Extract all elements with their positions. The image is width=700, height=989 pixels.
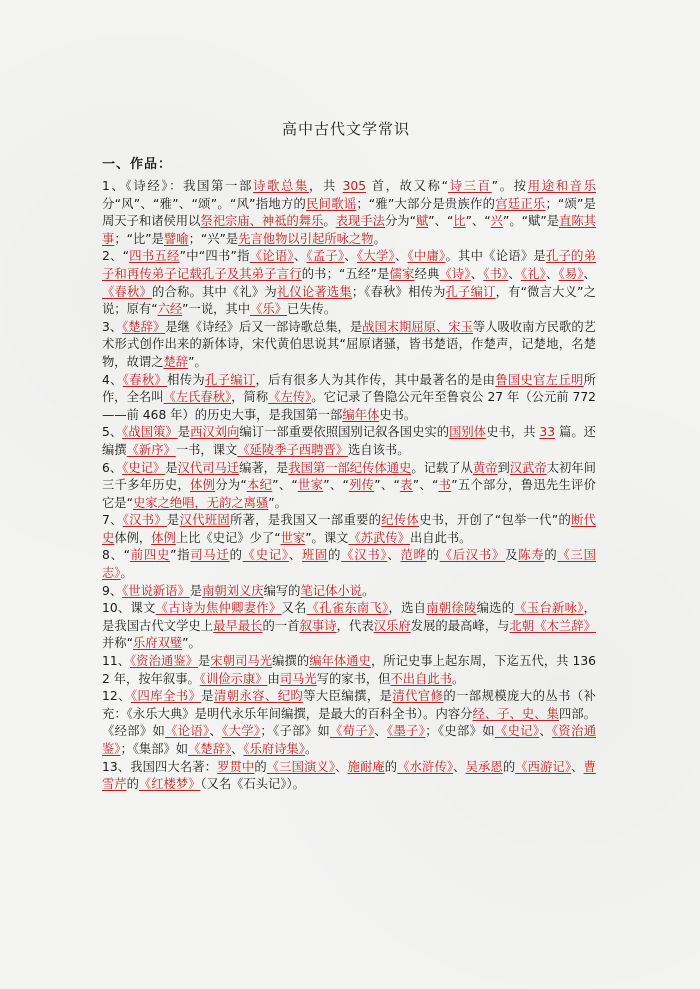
highlighted-text: 六经 bbox=[157, 302, 183, 317]
body-text: 12、 bbox=[102, 689, 131, 704]
highlighted-text: 用途和音乐 bbox=[527, 179, 596, 193]
highlighted-text: 《史记》 bbox=[242, 548, 289, 563]
body-text: 7、 bbox=[102, 513, 123, 528]
body-text: ；《春秋》相传为 bbox=[351, 284, 446, 299]
body-text: 。记载了从 bbox=[411, 460, 473, 475]
highlighted-text: 南朝徐陵 bbox=[426, 601, 477, 616]
highlighted-text: 战国末期屈原、宋玉 bbox=[362, 319, 473, 334]
body-text: 的 bbox=[254, 759, 267, 774]
body-text: ；“雅”大部分是贵族作的 bbox=[356, 196, 496, 211]
body-text: 的合称。其中《礼》为 bbox=[151, 284, 277, 299]
highlighted-text: 国别体 bbox=[449, 425, 487, 440]
body-text: 、 bbox=[571, 759, 584, 774]
body-text: 经典 bbox=[414, 266, 440, 281]
body-text: 是 bbox=[177, 425, 191, 440]
highlighted-text: 《四库全书》 bbox=[130, 689, 202, 704]
list-item bbox=[96, 424, 596, 459]
body-text: 的 bbox=[328, 548, 342, 563]
highlighted-text: 《乐府诗集》 bbox=[243, 742, 305, 756]
highlighted-text: 《延陵季子西聘晋》 bbox=[237, 442, 348, 457]
highlighted-text: 司马迁 bbox=[190, 548, 230, 563]
highlighted-text: 列传 bbox=[348, 478, 375, 493]
body-text: 篇。还编撰 bbox=[102, 425, 596, 457]
highlighted-text: 礼仪论著选集 bbox=[276, 284, 352, 299]
highlighted-text: 汉武帝 bbox=[509, 460, 547, 475]
highlighted-text: 直陈其事 bbox=[102, 214, 596, 246]
highlighted-text: 编年体通史 bbox=[309, 654, 371, 669]
highlighted-text: 四书五经 bbox=[129, 249, 180, 264]
body-text: 8、“ bbox=[102, 548, 131, 563]
body-text: 1、《诗经》：我国第一部 bbox=[102, 179, 254, 193]
highlighted-text: 体例 bbox=[190, 478, 216, 493]
highlighted-text: 表 bbox=[399, 478, 413, 493]
highlighted-text: 《水浒传》 bbox=[397, 759, 454, 774]
highlighted-text: 司马光 bbox=[279, 671, 317, 686]
highlighted-text: 楚辞 bbox=[163, 354, 189, 369]
body-text: 上比《史记》少了“ bbox=[175, 530, 281, 545]
body-text: 分为“ bbox=[215, 478, 247, 493]
body-text: 编写的 bbox=[263, 583, 301, 598]
highlighted-text: 编年体 bbox=[342, 407, 380, 422]
body-text: 的 bbox=[229, 548, 243, 563]
body-text: 、 bbox=[394, 249, 408, 264]
highlighted-text: 《古诗为焦仲卿妻作》 bbox=[155, 601, 282, 616]
highlighted-text: 叙事诗 bbox=[299, 618, 337, 633]
body-text: ，共 bbox=[309, 179, 343, 193]
body-text: 分为“ bbox=[384, 214, 416, 229]
highlighted-text: 《后汉书》 bbox=[439, 548, 506, 563]
body-text: 。 bbox=[361, 583, 375, 598]
body-text: 、 bbox=[546, 266, 559, 281]
highlighted-text: 世家 bbox=[297, 478, 324, 493]
highlighted-text: 《史记》 bbox=[494, 724, 540, 739]
page-title: 高中古代文学常识 bbox=[281, 120, 410, 138]
body-text: 一书，课文 bbox=[175, 442, 238, 457]
body-text: 。 bbox=[451, 671, 465, 686]
highlighted-text: 《孔雀东南飞》 bbox=[306, 601, 389, 616]
body-text: 、 bbox=[209, 724, 223, 739]
body-text: 的 bbox=[502, 759, 516, 774]
highlighted-text: 《战国策》 bbox=[122, 425, 178, 440]
highlighted-text: 民间歌谣 bbox=[306, 196, 357, 211]
highlighted-text: 《礼》 bbox=[520, 266, 547, 281]
highlighted-text: 《论语》 bbox=[249, 249, 294, 264]
body-text: ”中“四书”指 bbox=[179, 249, 250, 264]
body-text: 又名 bbox=[281, 601, 307, 616]
body-text: ，选自 bbox=[388, 601, 427, 616]
highlighted-text: 《新序》 bbox=[126, 442, 176, 457]
body-text: 并称“ bbox=[102, 636, 133, 651]
body-text: 相传为 bbox=[167, 372, 205, 387]
highlighted-text: 孔子的弟子和再传弟子记载孔子及其弟子言行 bbox=[102, 249, 596, 281]
body-text: ”、“ bbox=[272, 478, 298, 493]
document-page bbox=[96, 118, 596, 794]
highlighted-text: 罗贯中 bbox=[217, 759, 255, 774]
body-text: 分“风”、“雅”、“颂”。“风”指地方的 bbox=[102, 196, 307, 211]
highlighted-text: 儒家 bbox=[389, 266, 415, 281]
body-text: ”。 bbox=[188, 354, 207, 369]
body-text: 是 bbox=[189, 583, 203, 598]
highlighted-text: 《楚辞》 bbox=[122, 319, 166, 334]
body-text: 2、“ bbox=[102, 249, 130, 264]
list-item bbox=[96, 583, 596, 601]
highlighted-text: 吴承恩 bbox=[465, 759, 503, 774]
body-text: 。它记录了鲁隐公元年至鲁哀公 27 年（公元前 772——前 468 年）的历史大事，是我国第一部 bbox=[102, 390, 596, 422]
highlighted-text: 兴 bbox=[490, 214, 503, 229]
body-text: 、 bbox=[539, 724, 552, 739]
body-text: ，所记史事上起东周，下迄五代，共 1362 年，按年叙事。 bbox=[102, 654, 596, 686]
highlighted-text: 鲁国史官左丘明 bbox=[495, 372, 584, 387]
body-text: 、 bbox=[583, 266, 596, 281]
highlighted-text: 譬喻 bbox=[163, 231, 189, 246]
highlighted-text: 《诗》 bbox=[439, 266, 471, 281]
body-text: 、 bbox=[231, 742, 244, 756]
highlighted-text: 《苏武传》 bbox=[348, 530, 410, 545]
highlighted-text: 不出自此书 bbox=[390, 671, 452, 686]
highlighted-text: 《史记》 bbox=[122, 460, 166, 475]
highlighted-text: 曹雪芹 bbox=[102, 759, 596, 792]
list-item bbox=[96, 512, 596, 547]
body-text: 发展的最高峰，与 bbox=[410, 618, 510, 633]
body-text: 10、课文 bbox=[102, 601, 156, 616]
body-text: 、 bbox=[293, 249, 307, 264]
highlighted-text: 《世说新语》 bbox=[122, 583, 190, 598]
body-text: ”、“ bbox=[465, 214, 491, 229]
body-text: ，简称 bbox=[231, 390, 269, 405]
body-text: ；《子部》如 bbox=[260, 724, 331, 739]
body-text: ”。 bbox=[268, 495, 287, 510]
item-list bbox=[96, 178, 596, 794]
body-text: 编著，是 bbox=[239, 460, 289, 475]
highlighted-text: 本纪 bbox=[246, 478, 273, 493]
highlighted-text: 笔记体小说 bbox=[300, 583, 362, 598]
highlighted-text: 汉代班固 bbox=[179, 513, 231, 528]
body-text: 的 bbox=[544, 548, 558, 563]
highlighted-text: 《汉书》 bbox=[341, 548, 388, 563]
body-text: 的一首 bbox=[262, 618, 300, 633]
body-text: 史书。 bbox=[379, 407, 417, 422]
highlighted-text: 《书》 bbox=[483, 266, 509, 281]
highlighted-text: 《大学》 bbox=[356, 249, 395, 264]
body-text: 是 bbox=[165, 460, 178, 475]
highlighted-text: 《玉台新咏》 bbox=[514, 601, 584, 616]
body-text: 、 bbox=[344, 249, 357, 264]
body-text: 、 bbox=[374, 724, 388, 739]
highlighted-text: 《荀子》 bbox=[330, 724, 375, 739]
body-text: 首，故又称“ bbox=[366, 179, 449, 193]
body-text: 、 bbox=[470, 266, 484, 281]
body-text: 等人吸收南方民歌的艺术形式创作出来的新体诗，宋代黄伯思说其“屈原诸骚，皆书楚语，作楚声，记楚地，名楚物，故谓之 bbox=[102, 319, 596, 369]
highlighted-text: 陈寿 bbox=[518, 548, 545, 563]
body-text: （又名《石头记》）。 bbox=[200, 777, 305, 792]
body-text: 写的家书，但 bbox=[316, 671, 391, 686]
highlighted-text: 宫廷正乐 bbox=[495, 196, 546, 211]
body-text: 体例， bbox=[114, 530, 152, 545]
body-text: 选自该书。 bbox=[348, 442, 410, 457]
highlighted-text: 世家 bbox=[280, 530, 306, 545]
body-text: 四部。《经部》如 bbox=[102, 706, 596, 739]
body-text: 5、 bbox=[102, 425, 123, 440]
highlighted-text: 《左传》 bbox=[268, 390, 312, 405]
body-text: 。 bbox=[373, 231, 386, 246]
highlighted-text: 《三国演义》 bbox=[266, 759, 336, 774]
body-text: 3、 bbox=[102, 319, 123, 334]
highlighted-text: 比 bbox=[453, 214, 466, 229]
body-text: 太初年间三千多年历史， bbox=[102, 460, 596, 493]
highlighted-text: 《孟子》 bbox=[306, 249, 345, 264]
body-text: 、 bbox=[335, 759, 348, 774]
highlighted-text: 经、子、史、集 bbox=[472, 706, 559, 721]
body-text: 所作，全名叫 bbox=[102, 372, 596, 405]
body-text: 。 bbox=[323, 214, 336, 229]
body-text: ；“兴”是 bbox=[188, 231, 239, 246]
body-text: 、 bbox=[387, 548, 401, 563]
body-text: 。 bbox=[120, 566, 133, 581]
body-text: ”、“ bbox=[412, 478, 439, 493]
body-text: ”、“ bbox=[323, 478, 349, 493]
body-text: 编选的 bbox=[476, 601, 515, 616]
highlighted-text: 断代史 bbox=[102, 513, 596, 545]
highlighted-text: 《木兰辞》 bbox=[534, 618, 596, 633]
body-text: 及 bbox=[505, 548, 519, 563]
body-text: ；“颂”是周天子和诸侯用以 bbox=[102, 196, 596, 229]
body-text: ，代表 bbox=[336, 618, 374, 633]
list-item bbox=[96, 759, 596, 794]
body-text: 由 bbox=[267, 671, 280, 686]
body-text: 、 bbox=[288, 548, 302, 563]
highlighted-text: 《楚辞》 bbox=[188, 742, 232, 756]
body-text: 4、 bbox=[102, 372, 123, 387]
body-text: ”。课文 bbox=[305, 530, 349, 545]
highlighted-text: 诗三百 bbox=[448, 179, 492, 193]
body-text: 是 bbox=[198, 654, 211, 669]
body-text: ，后有很多人为其作传，其中最著名的是由 bbox=[255, 372, 496, 387]
highlighted-text: 《大学》 bbox=[222, 724, 261, 739]
body-text: 是继《诗经》后又一部诗歌总集，是 bbox=[165, 319, 363, 334]
body-text: 是 bbox=[167, 513, 180, 528]
list-item bbox=[96, 653, 596, 688]
body-text: ”、“ bbox=[428, 214, 454, 229]
body-text: 编撰的 bbox=[272, 654, 310, 669]
body-text: ”指 bbox=[170, 548, 191, 563]
highlighted-text: 乐府双璧 bbox=[132, 636, 183, 651]
list-item bbox=[96, 688, 596, 758]
highlighted-text: 汉代司马迁 bbox=[177, 460, 240, 475]
body-text: ；“比”是 bbox=[114, 231, 164, 246]
highlighted-text: 《资治通鉴》 bbox=[130, 654, 199, 669]
body-text: 9、 bbox=[102, 583, 123, 598]
list-item bbox=[96, 460, 596, 513]
highlighted-text: 33 bbox=[539, 425, 556, 440]
highlighted-text: 《易》 bbox=[558, 266, 584, 281]
body-text: ”。 bbox=[182, 636, 201, 651]
body-text: 、 bbox=[453, 759, 466, 774]
highlighted-text: 《三国志》 bbox=[102, 548, 596, 581]
highlighted-text: 清代官修 bbox=[392, 689, 444, 704]
body-text: 、 bbox=[508, 266, 521, 281]
highlighted-text: 305 bbox=[342, 179, 367, 193]
body-text: 6、 bbox=[102, 460, 123, 475]
highlighted-text: 体例 bbox=[151, 530, 176, 545]
highlighted-text: 宋朝司马光 bbox=[210, 654, 273, 669]
highlighted-text: 最早最长 bbox=[213, 618, 263, 633]
highlighted-text: 祭祀宗庙、神祗的舞乐 bbox=[200, 214, 324, 229]
list-item bbox=[96, 372, 596, 425]
body-text: ”。“赋”是 bbox=[502, 214, 560, 229]
body-text: 的 bbox=[426, 548, 440, 563]
list-item bbox=[96, 600, 596, 653]
highlighted-text: 《春秋》 bbox=[122, 372, 168, 387]
body-text: ；《集部》如 bbox=[120, 742, 189, 756]
highlighted-text: 诗歌总集 bbox=[253, 179, 310, 193]
highlighted-text: 书 bbox=[438, 478, 452, 493]
highlighted-text: 汉乐府 bbox=[373, 618, 411, 633]
body-text: ”一说，其中 bbox=[182, 302, 251, 317]
highlighted-text: 南朝刘义庆 bbox=[202, 583, 264, 598]
body-text: 出自此书。 bbox=[409, 530, 472, 545]
highlighted-text: 《论语》 bbox=[165, 724, 210, 739]
highlighted-text: 前四史 bbox=[130, 548, 171, 563]
highlighted-text: 孔子编订 bbox=[205, 372, 256, 387]
highlighted-text: 《汉书》 bbox=[122, 513, 167, 528]
body-text: ”。按 bbox=[491, 179, 528, 193]
highlighted-text: 范晔 bbox=[400, 548, 427, 563]
highlighted-text: 我国第一部纪传体通史 bbox=[288, 460, 412, 475]
list-item bbox=[96, 178, 596, 248]
highlighted-text: 《训俭示康》 bbox=[199, 671, 268, 686]
highlighted-text: 施耐庵 bbox=[347, 759, 385, 774]
highlighted-text: 赋 bbox=[415, 214, 429, 229]
highlighted-text: 《中庸》 bbox=[407, 249, 446, 264]
body-text: 所著，是我国又一部重要的 bbox=[230, 513, 382, 528]
body-text: ”五个部分，鲁迅先生评价它是“ bbox=[102, 478, 596, 510]
list-item bbox=[96, 248, 596, 318]
highlighted-text: 史家之绝唱，无韵之离骚 bbox=[132, 495, 269, 510]
body-text: 的 bbox=[126, 777, 139, 792]
highlighted-text: 先言他物以引起所咏之物 bbox=[238, 231, 374, 246]
body-text: 。其中《论语》是 bbox=[445, 249, 546, 264]
body-text: 到 bbox=[497, 460, 510, 475]
body-text: 11、 bbox=[102, 654, 131, 669]
body-text: 13、我国四大名著： bbox=[102, 759, 218, 774]
highlighted-text: 《春秋》 bbox=[102, 284, 152, 299]
highlighted-text: 班固 bbox=[301, 548, 329, 563]
body-text: 已失传。 bbox=[286, 302, 337, 317]
highlighted-text: 《墨子》 bbox=[387, 724, 426, 739]
body-text: 史书，开创了“包举一代”的 bbox=[419, 513, 572, 528]
body-text: ”、“ bbox=[374, 478, 400, 493]
body-text: ，是我国古代文学史上 bbox=[102, 601, 596, 633]
body-text: 的书；“五经”是 bbox=[301, 266, 390, 281]
body-text: ，有“微言大义”之说；原有“ bbox=[102, 284, 596, 317]
body-text: 等大臣编撰，是 bbox=[303, 689, 393, 704]
body-text: 是 bbox=[201, 689, 214, 704]
highlighted-text: 表现手法 bbox=[335, 214, 385, 229]
highlighted-text: 《西游记》 bbox=[515, 759, 572, 774]
body-text: 的 bbox=[384, 759, 398, 774]
highlighted-text: 孔子编订 bbox=[445, 284, 496, 299]
highlighted-text: 《乐》 bbox=[250, 302, 287, 317]
list-item bbox=[96, 547, 596, 582]
highlighted-text: 纪传体 bbox=[381, 513, 420, 528]
highlighted-text: 北朝 bbox=[509, 618, 535, 633]
highlighted-text: 《左氏春秋》 bbox=[163, 390, 232, 405]
body-text: 史书，共 bbox=[486, 425, 540, 440]
highlighted-text: 清朝永容、纪昀 bbox=[213, 689, 304, 704]
highlighted-text: 西汉刘向 bbox=[190, 425, 240, 440]
list-item bbox=[96, 319, 596, 372]
highlighted-text: 《红楼梦》 bbox=[138, 777, 201, 792]
body-text: 。 bbox=[304, 742, 318, 756]
body-text: ；《史部》如 bbox=[425, 724, 495, 739]
body-text: 的一部规模庞大的丛书（补充：《永乐大典》是明代永乐年间编撰，是最大的百科全书）。内容分 bbox=[102, 689, 596, 721]
highlighted-text: 《资治通鉴》 bbox=[102, 724, 596, 756]
highlighted-text: 黄帝 bbox=[472, 460, 498, 475]
section-heading: 一、作品： bbox=[102, 157, 173, 172]
body-text: 编订一部重要依照国别记叙各国史实的 bbox=[239, 425, 450, 440]
